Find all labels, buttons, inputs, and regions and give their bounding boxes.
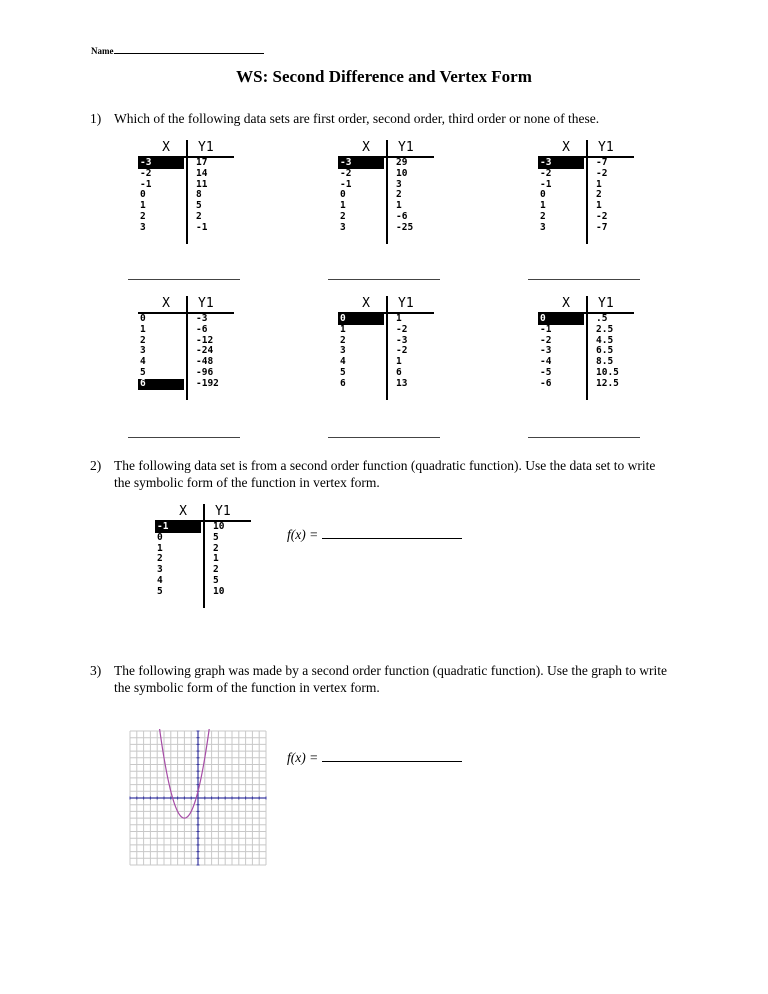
cell-y: -2: [396, 345, 408, 357]
cell-x: 5: [157, 585, 163, 597]
header-x: X: [162, 140, 170, 155]
table-row: [538, 201, 634, 212]
table-row: [338, 379, 434, 390]
answer-line[interactable]: [528, 279, 640, 280]
cell-x: -1: [155, 522, 201, 533]
cell-x: -3: [540, 345, 552, 357]
cell-x: 0: [340, 189, 346, 201]
cell-y: 3: [396, 178, 402, 190]
header-y: Y1: [598, 296, 614, 311]
cell-x: 3: [340, 221, 346, 233]
calculator-table: [338, 296, 434, 390]
calculator-table: [338, 140, 434, 234]
cell-y: 1: [596, 178, 602, 190]
cell-y: -3: [196, 313, 208, 324]
table-header: [138, 140, 234, 158]
table-row: [538, 190, 634, 201]
table-row: [338, 346, 434, 357]
cell-x: -3: [138, 158, 184, 169]
answer-line[interactable]: [328, 279, 440, 280]
cell-y: 10: [396, 167, 408, 179]
cell-x: 5: [340, 366, 346, 378]
table-row: [138, 212, 234, 223]
cell-x: -2: [140, 167, 152, 179]
cell-x: 1: [157, 542, 163, 554]
table-row: [538, 314, 634, 325]
table-row: [338, 158, 434, 169]
table-row: [138, 346, 234, 357]
name-blank[interactable]: [114, 45, 264, 54]
cell-x: 1: [140, 323, 146, 335]
cell-x: 3: [340, 345, 346, 357]
table-row: [138, 368, 234, 379]
table-row: [538, 346, 634, 357]
table-row: [538, 325, 634, 336]
table-row: [338, 212, 434, 223]
cell-y: 2: [196, 210, 202, 222]
cell-y: 2: [596, 189, 602, 201]
name-field[interactable]: [91, 45, 264, 56]
table-row: [155, 554, 251, 565]
calculator-table: [138, 296, 234, 390]
cell-y: 8.5: [596, 356, 614, 368]
answer-field-q2[interactable]: [287, 527, 462, 543]
cell-y: 29: [396, 157, 408, 168]
table-row: [155, 587, 251, 598]
table-row: [338, 180, 434, 191]
table-row: [538, 357, 634, 368]
table-rows: [138, 158, 234, 234]
cell-y: 5: [196, 200, 202, 212]
table-row: [338, 325, 434, 336]
table-header: [138, 296, 234, 314]
cell-y: 2: [213, 542, 219, 554]
cell-y: -2: [396, 323, 408, 335]
table-rows: [538, 314, 634, 390]
cell-y: 10: [213, 521, 225, 532]
cell-x: 2: [540, 210, 546, 222]
cell-x: 3: [540, 221, 546, 233]
cell-x: 6: [340, 377, 346, 389]
table-header: [155, 504, 251, 522]
cell-y: 5: [213, 531, 219, 543]
question-3: [90, 662, 690, 702]
cell-x: 0: [157, 531, 163, 543]
table-row: [155, 522, 251, 533]
table-row: [138, 158, 234, 169]
table-row: [338, 314, 434, 325]
table-row: [338, 357, 434, 368]
answer-line[interactable]: [128, 279, 240, 280]
cell-y: -7: [596, 221, 608, 233]
table-row: [538, 368, 634, 379]
cell-x: -3: [538, 158, 584, 169]
cell-x: 3: [140, 221, 146, 233]
cell-y: 2.5: [596, 323, 614, 335]
cell-y: 11: [196, 178, 208, 190]
cell-y: -2: [596, 210, 608, 222]
table-row: [155, 576, 251, 587]
cell-y: 13: [396, 377, 408, 389]
table-row: [138, 223, 234, 234]
header-y: Y1: [398, 296, 414, 311]
cell-y: -1: [196, 221, 208, 233]
cell-y: 5: [213, 574, 219, 586]
cell-y: 1: [396, 313, 402, 324]
table-rows: [155, 522, 251, 598]
cell-x: 2: [140, 210, 146, 222]
header-x: X: [562, 140, 570, 155]
cell-y: -3: [396, 334, 408, 346]
table-rows: [538, 158, 634, 234]
table-row: [338, 223, 434, 234]
table-header: [538, 140, 634, 158]
table-row: [138, 201, 234, 212]
cell-y: 8: [196, 189, 202, 201]
header-y: Y1: [215, 504, 231, 519]
cell-x: 0: [538, 314, 584, 325]
question-1: [90, 110, 690, 130]
header-y: Y1: [398, 140, 414, 155]
table-row: [538, 379, 634, 390]
cell-y: -192: [196, 377, 219, 389]
cell-y: 4.5: [596, 334, 614, 346]
header-x: X: [162, 296, 170, 311]
parabola-graph: [128, 729, 268, 867]
cell-x: 2: [157, 553, 163, 565]
calculator-table: [155, 504, 251, 598]
table-rows: [338, 158, 434, 234]
cell-x: 4: [140, 356, 146, 368]
calculator-table: [538, 140, 634, 234]
question-2: [90, 457, 690, 497]
cell-x: -5: [540, 366, 552, 378]
table-row: [155, 544, 251, 555]
cell-x: -1: [140, 178, 152, 190]
table-header: [538, 296, 634, 314]
cell-y: 1: [396, 200, 402, 212]
answer-label: f(x) =: [287, 750, 319, 765]
cell-y: -24: [196, 345, 214, 357]
cell-x: 0: [540, 189, 546, 201]
cell-y: 12.5: [596, 377, 619, 389]
name-label: Name: [91, 46, 114, 56]
table-row: [538, 223, 634, 234]
cell-x: -1: [540, 323, 552, 335]
question-number: 1): [90, 111, 102, 126]
table-rows: [338, 314, 434, 390]
header-y: Y1: [198, 296, 214, 311]
header-x: X: [362, 296, 370, 311]
table-row: [138, 190, 234, 201]
table-row: [338, 190, 434, 201]
answer-line[interactable]: [128, 437, 240, 438]
question-text: The following graph was made by a second order function (quadratic function). Use the graph to write the symbolic form of the function in vertex form.: [114, 663, 667, 695]
cell-y: 10.5: [596, 366, 619, 378]
table-row: [138, 314, 234, 325]
table-row: [538, 212, 634, 223]
table-row: [138, 180, 234, 191]
cell-y: 1: [213, 553, 219, 565]
cell-x: -4: [540, 356, 552, 368]
cell-y: -12: [196, 334, 214, 346]
table-row: [538, 180, 634, 191]
table-row: [338, 336, 434, 347]
cell-y: 14: [196, 167, 208, 179]
cell-x: 4: [340, 356, 346, 368]
cell-y: 1: [396, 356, 402, 368]
cell-x: -2: [540, 334, 552, 346]
table-header: [338, 140, 434, 158]
cell-y: -6: [196, 323, 208, 335]
cell-y: -25: [396, 221, 414, 233]
answer-label: f(x) =: [287, 527, 319, 542]
cell-x: -3: [338, 158, 384, 169]
answer-blank[interactable]: [322, 528, 462, 539]
header-x: X: [362, 140, 370, 155]
table-row: [138, 169, 234, 180]
cell-x: 1: [540, 200, 546, 212]
table-row: [338, 368, 434, 379]
cell-x: 3: [157, 564, 163, 576]
question-text: Which of the following data sets are first order, second order, third order or none of these.: [114, 111, 600, 126]
cell-y: 2: [396, 189, 402, 201]
cell-x: -6: [540, 377, 552, 389]
cell-y: 2: [213, 564, 219, 576]
cell-y: -48: [196, 356, 214, 368]
table-row: [155, 533, 251, 544]
cell-y: 17: [196, 157, 208, 168]
cell-x: 5: [140, 366, 146, 378]
cell-x: 3: [140, 345, 146, 357]
cell-x: 0: [140, 313, 146, 324]
header-y: Y1: [198, 140, 214, 155]
question-number: 3): [90, 663, 102, 678]
cell-y: 6.5: [596, 345, 614, 357]
question-text: The following data set is from a second order function (quadratic function). Use the data set to write the symbolic form of the function in vertex form.: [114, 458, 656, 490]
cell-x: -2: [340, 167, 352, 179]
question-number: 2): [90, 458, 102, 473]
table-row: [155, 565, 251, 576]
table-row: [538, 336, 634, 347]
cell-y: -2: [596, 167, 608, 179]
header-y: Y1: [598, 140, 614, 155]
table-row: [338, 201, 434, 212]
table-row: [138, 357, 234, 368]
cell-x: 4: [157, 574, 163, 586]
cell-y: -96: [196, 366, 214, 378]
cell-y: 10: [213, 585, 225, 597]
header-x: X: [179, 504, 187, 519]
calculator-table: [538, 296, 634, 390]
page-title: WS: Second Difference and Vertex Form: [236, 67, 532, 86]
table-row: [538, 169, 634, 180]
cell-y: 6: [396, 366, 402, 378]
cell-y: -6: [396, 210, 408, 222]
table-row: [338, 169, 434, 180]
cell-x: 2: [140, 334, 146, 346]
table-row: [138, 325, 234, 336]
cell-y: .5: [596, 313, 608, 324]
cell-y: 1: [596, 200, 602, 212]
answer-blank[interactable]: [322, 751, 462, 762]
cell-x: 6: [138, 379, 184, 390]
table-row: [138, 379, 234, 390]
answer-field-q3[interactable]: [287, 750, 462, 766]
cell-x: 0: [140, 189, 146, 201]
cell-x: 1: [340, 200, 346, 212]
cell-x: -1: [340, 178, 352, 190]
answer-line[interactable]: [328, 437, 440, 438]
cell-x: 2: [340, 210, 346, 222]
table-rows: [138, 314, 234, 390]
cell-x: 1: [340, 323, 346, 335]
cell-x: 0: [338, 314, 384, 325]
cell-x: -1: [540, 178, 552, 190]
cell-x: -2: [540, 167, 552, 179]
table-row: [538, 158, 634, 169]
table-row: [138, 336, 234, 347]
cell-x: 1: [140, 200, 146, 212]
answer-line[interactable]: [528, 437, 640, 438]
header-x: X: [562, 296, 570, 311]
table-header: [338, 296, 434, 314]
cell-y: -7: [596, 157, 608, 168]
calculator-table: [138, 140, 234, 234]
cell-x: 2: [340, 334, 346, 346]
